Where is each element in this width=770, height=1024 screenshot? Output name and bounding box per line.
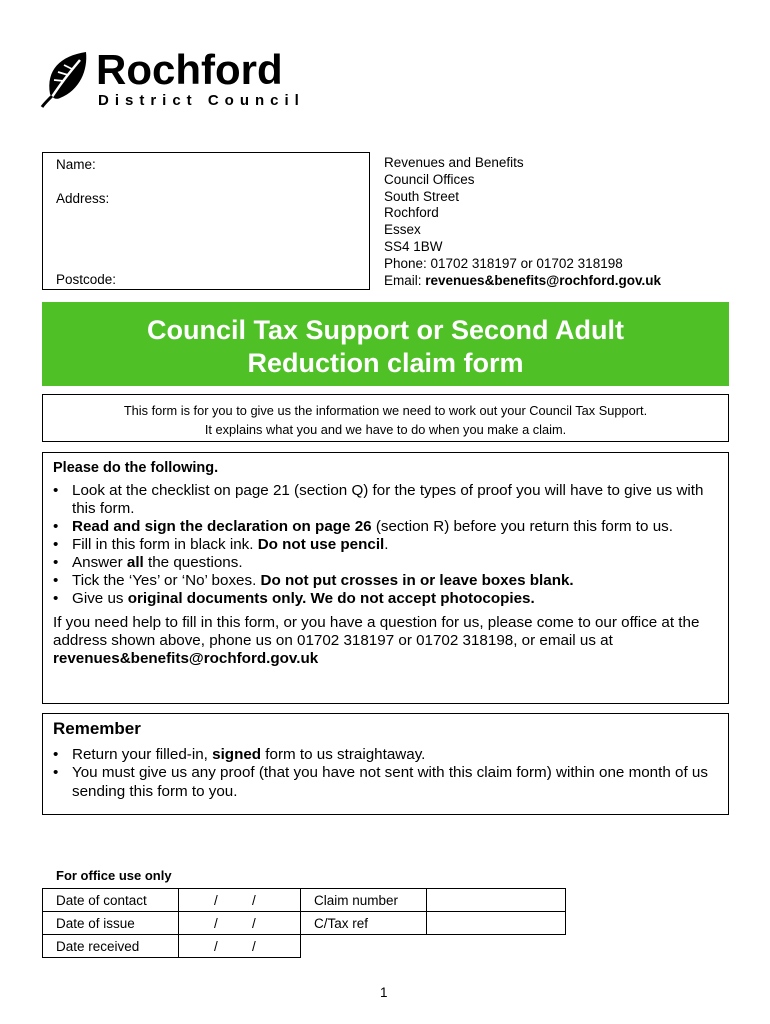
remember-heading: Remember	[53, 719, 141, 738]
email-label: Email:	[384, 272, 422, 288]
list-item: • Answer all the questions.	[53, 554, 718, 572]
list-item: • Tick the ‘Yes’ or ‘No’ boxes. Do not put crosses in or leave boxes blank.	[53, 572, 718, 590]
phone-line: Phone: 01702 318197 or 01702 318198	[384, 255, 623, 271]
instructions-list	[53, 482, 718, 608]
intro-line2: It explains what you and we have to do when you make a claim.	[204, 422, 567, 437]
address-line: Rochford	[384, 205, 439, 221]
date-of-contact-field[interactable]: / /	[179, 889, 301, 912]
email-line	[384, 273, 661, 290]
name-label: Name:	[56, 157, 96, 172]
remember-box	[42, 713, 729, 815]
claim-number-field[interactable]	[427, 889, 566, 912]
address-line: SS4 1BW	[384, 238, 443, 254]
help-text: If you need help to fill in this form, or you have a question for us, please come to our office at the address shown above, phone us on 01702 318197 or 01702 318198, or email us at revenues&benefits@rochford.gov.uk	[53, 614, 700, 667]
leaf-logo-icon	[40, 50, 92, 108]
remember-list	[53, 746, 718, 802]
table-row	[43, 912, 566, 935]
intro-line1: This form is for you to give us the information we need to work out your Council Tax Support.	[123, 403, 648, 418]
form-title-line1: Council Tax Support or Second Adult	[147, 315, 624, 345]
claim-number-label: Claim number	[301, 889, 427, 912]
address-line: Essex	[384, 222, 421, 238]
table-row	[43, 935, 566, 958]
email-link[interactable]: revenues&benefits@rochford.gov.uk	[425, 272, 661, 288]
postcode-label: Postcode:	[56, 272, 117, 287]
address-line: Council Offices	[384, 171, 475, 187]
page-number: 1	[380, 985, 388, 1000]
date-of-issue-label: Date of issue	[43, 912, 179, 935]
form-title-banner	[42, 302, 729, 386]
list-item: • Fill in this form in black ink. Do not use pencil.	[53, 536, 718, 554]
help-email-link[interactable]: revenues&benefits@rochford.gov.uk	[53, 650, 319, 667]
address-line: South Street	[384, 188, 460, 204]
list-item: • Give us original documents only. We do not accept photocopies.	[53, 590, 718, 608]
date-received-label: Date received	[43, 935, 179, 958]
instructions-heading: Please do the following.	[53, 460, 219, 476]
ctax-ref-field[interactable]	[427, 912, 566, 935]
list-item: • Look at the checklist on page 21 (section Q) for the types of proof you will have to give us with this form.	[53, 482, 718, 518]
intro-box	[42, 394, 729, 442]
ctax-ref-label: C/Tax ref	[301, 912, 427, 935]
table-row	[43, 889, 566, 912]
applicant-details-box[interactable]	[42, 152, 370, 290]
address-label: Address:	[56, 191, 110, 206]
council-address	[384, 155, 661, 289]
logo-title: Rochford	[96, 46, 283, 93]
office-use-title: For office use only	[56, 868, 172, 883]
office-use-table	[42, 888, 566, 958]
instructions-box	[42, 452, 729, 704]
list-item: • You must give us any proof (that you have not sent with this claim form) within one month of us sending this form to you.	[53, 764, 718, 801]
date-of-issue-field[interactable]: / /	[179, 912, 301, 935]
address-line: Revenues and Benefits	[384, 155, 524, 170]
logo-subtitle: District Council	[98, 92, 305, 109]
form-title-line2: Reduction claim form	[247, 348, 524, 378]
date-received-field[interactable]: / /	[179, 935, 301, 958]
date-of-contact-label: Date of contact	[43, 889, 179, 912]
list-item: • Return your filled-in, signed form to us straightaway.	[53, 746, 718, 765]
list-item: • Read and sign the declaration on page 26 (section R) before you return this form to us.	[53, 518, 718, 536]
